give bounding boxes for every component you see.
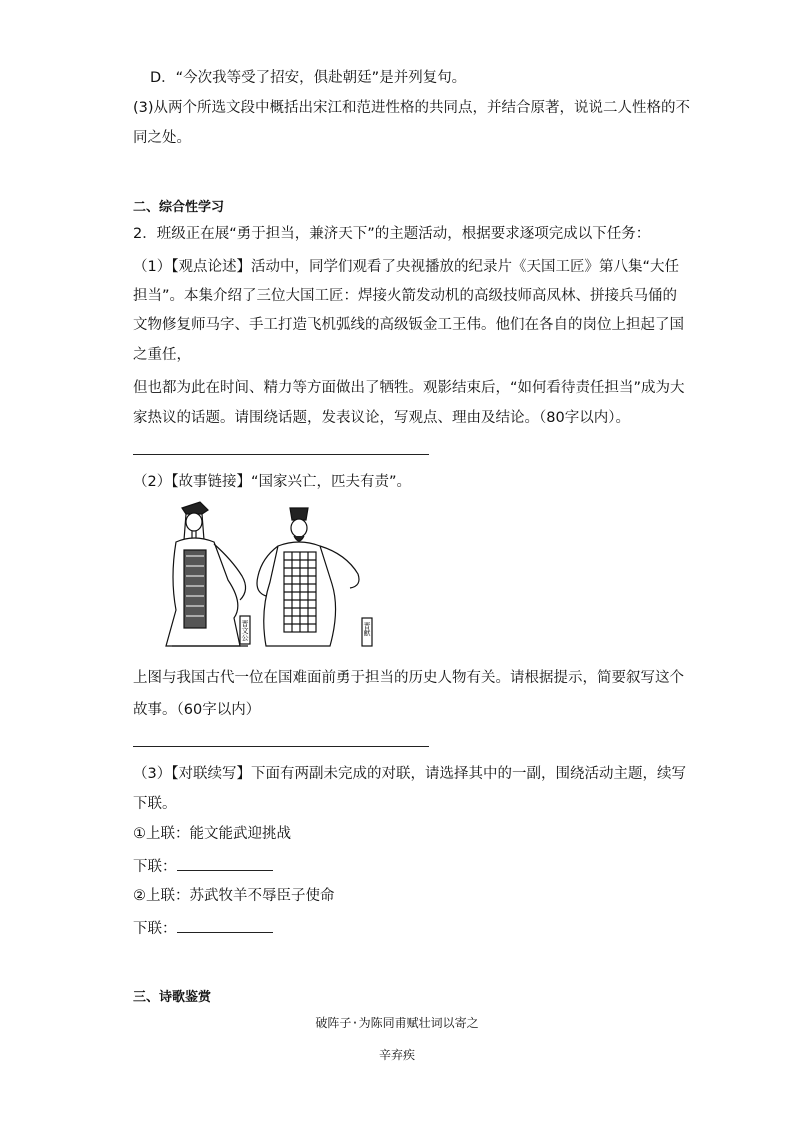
q2-part2-title: （2）【故事链接】“国家兴亡，匹夫有责”。 [133, 474, 411, 490]
answer-line [133, 746, 429, 747]
section-heading-poetry: 三、诗歌鉴赏 [133, 990, 212, 1005]
figure-label: 晋文公 [241, 620, 249, 641]
figure-label: 晋献 [363, 622, 371, 636]
couplet-lower-label: 下联： [133, 921, 177, 937]
q2-part1-line: 但也都为此在时间、精力等方面做出了牺牲。观影结束后，“如何看待责任担当”成为大 [133, 380, 685, 396]
q2-part3-line: 下联。 [133, 796, 177, 812]
poem-title: 破阵子·为陈同甫赋壮词以寄之 [315, 1016, 479, 1030]
section-heading-comprehensive: 二、综合性学习 [133, 200, 225, 215]
q2-part1-line: 之重任， [133, 347, 191, 363]
question2-intro: 2．班级正在展“勇于担当，兼济天下”的主题活动，根据要求逐项完成以下任务： [133, 226, 651, 242]
historical-figures-illustration [162, 500, 394, 652]
q2-part1-line: 家热议的话题。请围绕话题，发表议论，写观点、理由及结论。（80字以内）。 [133, 410, 630, 426]
q2-part1-line: 担当”。本集介绍了三位大国工匠：焊接火箭发动机的高级技师高凤林、拼接兵马俑的 [133, 288, 678, 304]
question-part3-line2: 同之处。 [133, 130, 191, 146]
couplet1-lower [133, 856, 273, 877]
q2-part2-line: 上图与我国古代一位在国难面前勇于担当的历史人物有关。请根据提示，简要叙写这个 [133, 670, 684, 686]
q2-part1-line: 文物修复师马字、手工打造飞机弧线的高级钣金工王伟。他们在各自的岗位上担起了国 [133, 317, 684, 333]
couplet1-upper: ①上联：能文能武迎挑战 [133, 826, 291, 842]
couplet2-lower-blank[interactable] [177, 918, 273, 933]
option-d: D．“今次我等受了招安，俱赴朝廷”是并列复句。 [150, 70, 467, 86]
couplet2-lower [133, 918, 273, 939]
q2-part2-line: 故事。（60字以内） [133, 702, 261, 718]
poem-author: 辛弃疾 [378, 1048, 415, 1062]
answer-line [133, 454, 429, 455]
couplet1-lower-blank[interactable] [177, 856, 273, 871]
couplet2-upper: ②上联：苏武牧羊不辱臣子使命 [133, 888, 335, 904]
q2-part3-line: （3）【对联续写】下面有两副未完成的对联，请选择其中的一副，围绕活动主题，续写 [133, 766, 686, 782]
question-part3-line1: (3)从两个所选文段中概括出宋江和范进性格的共同点，并结合原著，说说二人性格的不 [133, 100, 691, 116]
couplet-lower-label: 下联： [133, 859, 177, 875]
q2-part1-line: （1）【观点论述】活动中，同学们观看了央视播放的纪录片《天国工匠》第八集“大任 [133, 259, 679, 275]
